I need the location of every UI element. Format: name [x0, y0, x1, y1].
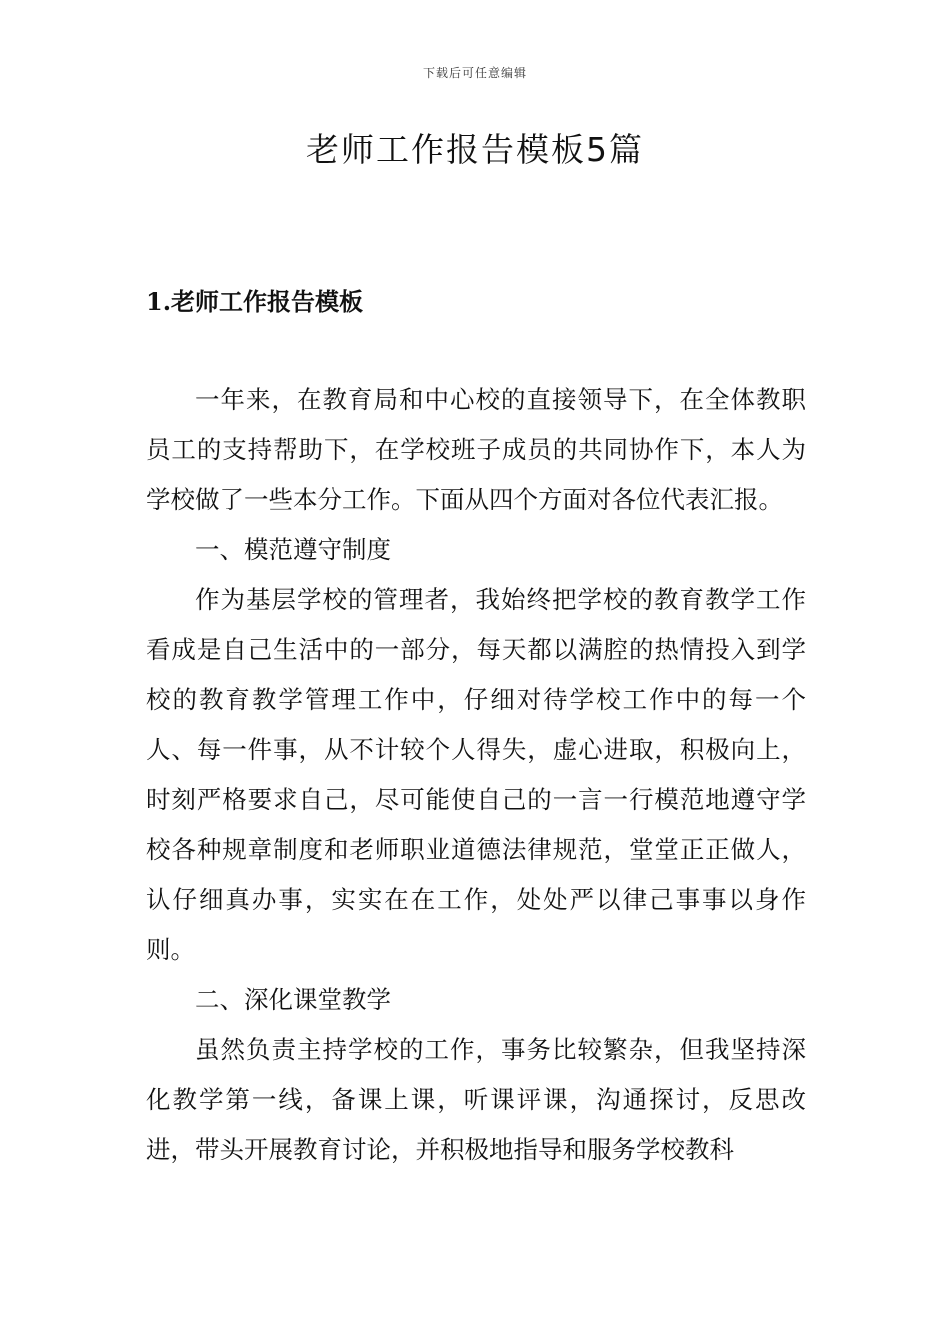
header-note: 下载后可任意编辑: [422, 66, 527, 80]
document-body: [146, 375, 806, 1175]
subheading-1: 一、模范遵守制度: [195, 535, 391, 564]
subheading-2: 二、深化课堂教学: [195, 985, 391, 1014]
paragraph-intro: 一年来，在教育局和中心校的直接领导下，在全体教职员工的支持帮助下，在学校班子成员的共同协作下，本人为学校做了一些本分工作。下面从四个方面对各位代表汇报。: [146, 385, 806, 514]
paragraph-2: 虽然负责主持学校的工作，事务比较繁杂，但我坚持深化教学第一线，备课上课，听课评课，沟通探讨，反思改进，带头开展教育讨论，并积极地指导和服务学校教科: [146, 1035, 806, 1164]
document-title: 老师工作报告模板5篇: [306, 130, 644, 169]
paragraph-1: 作为基层学校的管理者，我始终把学校的教育教学工作看成是自己生活中的一部分，每天都以满腔的热情投入到学校的教育教学管理工作中，仔细对待学校工作中的每一个人、每一件事，从不计较个人得失，虚心进取，积极向上，时刻严格要求自己，尽可能使自己的一言一行模范地遵守学校各种规章制度和老师职业道德法律规范，堂堂正正做人，认仔细真办事，实实在在工作，处处严以律己事事以身作则。: [146, 585, 806, 964]
section-heading: 1.老师工作报告模板: [146, 287, 364, 316]
